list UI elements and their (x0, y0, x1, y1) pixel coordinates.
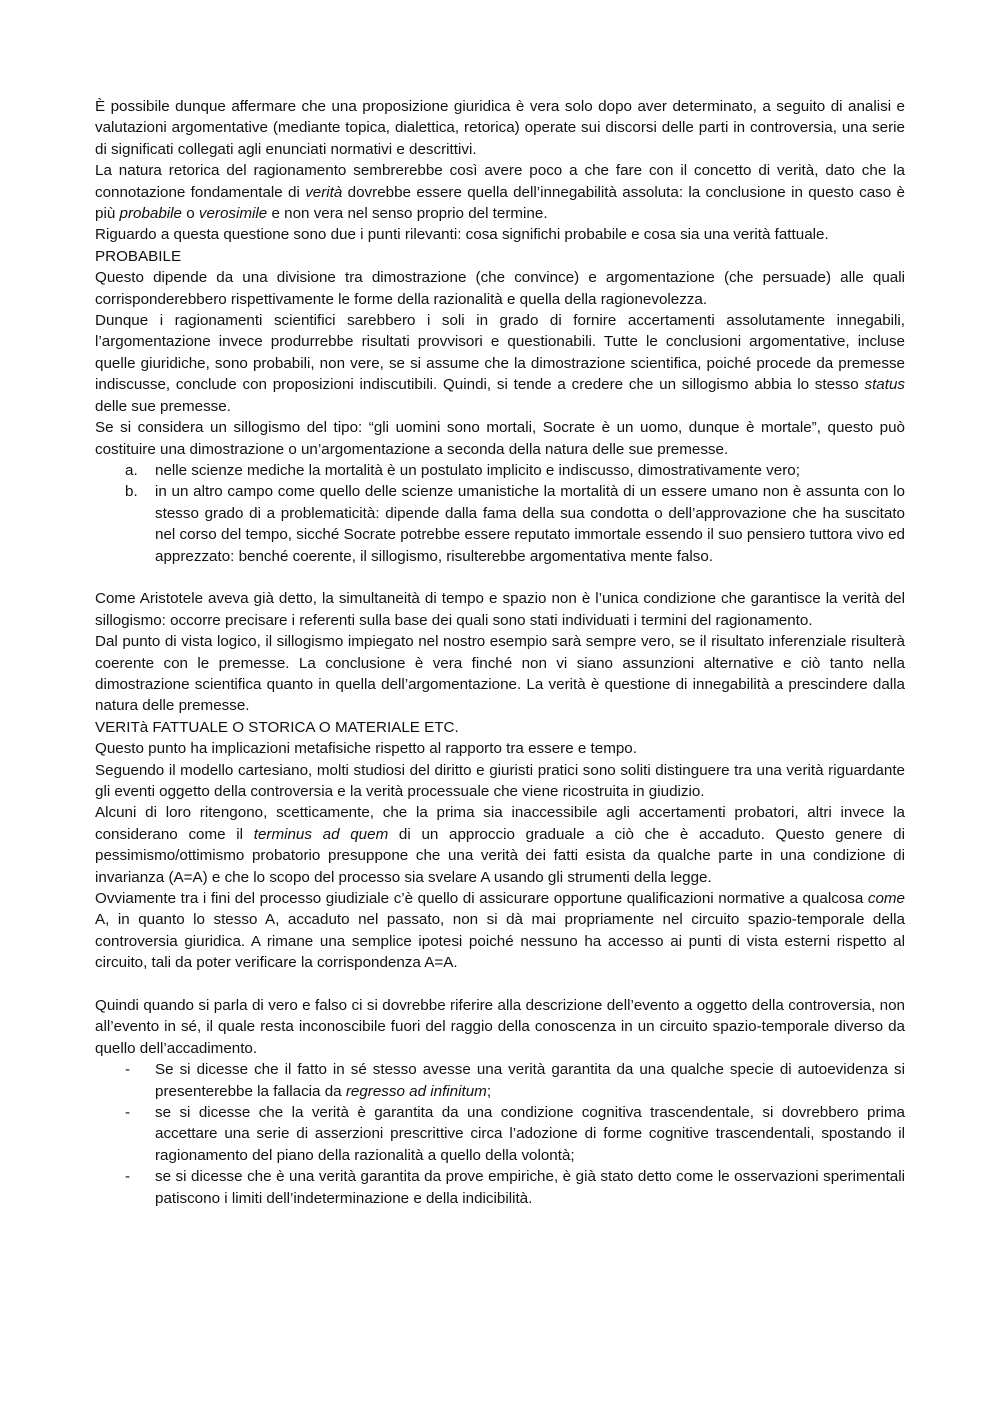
paragraph: Questo dipende da una divisione tra dimostrazione (che convince) e argomentazione (che persuade) alle quali corrisponderebbero rispettivamente le forme della razionalità e quella della ragionevolezza. (95, 269, 905, 308)
paragraph: Ovviamente tra i fini del processo giudiziale c’è quello di assicurare opportune qualificazioni normative a qualcosa come A, in quanto lo stesso A, accaduto nel passato, non si dà mai propriamente nel circuito spazio-temporale della controversia giuridica. A rimane una semplice ipotesi poiché nessuno ha accesso ai punti di vista esterni rispetto al circuito, tali da poter verificare la corrispondenza A=A. (95, 890, 905, 972)
paragraph: Quindi quando si parla di vero e falso ci si dovrebbe riferire alla descrizione dell’evento a oggetto della controversia, non all’evento in sé, il quale resta inconoscibile fuori del raggio della conoscenza in un circuito spazio-temporale diverso da quello dell’accadimento. (95, 997, 905, 1057)
list-item: b. in un altro campo come quello delle scienze umanistiche la mortalità di un essere umano non è assunta con lo stesso grado di a problematicità: dipende dalla fama della sua condotta o dell’approvazione che ha suscitato nel corso del tempo, sicché Socrate potrebbe essere reputato immortale essendo il suo pensiero tuttora vivo ed apprezzato: benché coerente, il sillogismo, risulterebbe argomentativa mente falso. (125, 483, 905, 565)
list-item: - Se si dicesse che il fatto in sé stesso avesse una verità garantita da una qualche specie di autoevidenza si presenterebbe la fallacia da regresso ad infinitum; (125, 1061, 905, 1100)
list-marker: - (125, 1168, 131, 1186)
list-item: - se si dicesse che la verità è garantita da una condizione cognitiva trascendentale, si dovrebbero prima accettare una serie di asserzioni prescrittive circa l’adozione di forme cognitive trascendentali, spostando il ragionamento del piano della razionalità a quello della volontà; (125, 1104, 905, 1164)
paragraph: Se si considera un sillogismo del tipo: “gli uomini sono mortali, Socrate è un uomo, dunque è mortale”, questo può costituire una dimostrazione o un’argomentazione a seconda della natura delle sue premesse. (95, 419, 905, 458)
section-heading: PROBABILE (95, 247, 182, 265)
paragraph: Seguendo il modello cartesiano, molti studiosi del diritto e giuristi pratici sono soliti distinguere tra una verità riguardante gli eventi oggetto della controversia e la verità processuale che viene ricostruita in giudizio. (95, 761, 905, 800)
paragraph: Questo punto ha implicazioni metafisiche rispetto al rapporto tra essere e tempo. (95, 740, 637, 758)
section-heading: VERITà FATTUALE O STORICA O MATERIALE ETC. (95, 718, 459, 736)
paragraph: È possibile dunque affermare che una proposizione giuridica è vera solo dopo aver determinato, a seguito di analisi e valutazioni argomentative (mediante topica, dialettica, retorica) operate sui discorsi delle parti in controversia, una serie di significati collegati agli enunciati normativi e descrittivi. (95, 98, 905, 158)
list-item: - se si dicesse che è una verità garantita da prove empiriche, è già stato detto come le osservazioni sperimentali patiscono i limiti dell’indeterminazione e della indicibilità. (125, 1168, 905, 1207)
blank-line (95, 974, 905, 995)
paragraph: Dal punto di vista logico, il sillogismo impiegato nel nostro esempio sarà sempre vero, se il risultato inferenziale risulterà coerente con le premesse. La conclusione è vera finché non vi siano assunzioni alternative e ciò tanto nella dimostrazione scientifica quanto in quella dell’argomentazione. La verità è questione di innegabilità a prescindere dalla natura delle premesse. (95, 633, 905, 715)
list-marker: b. (125, 483, 138, 501)
paragraph: Alcuni di loro ritengono, scetticamente, che la prima sia inaccessibile agli accertamenti probatori, altri invece la considerano come il terminus ad quem di un approccio graduale a ciò che è accaduto. Questo genere di pessimismo/ottimismo probatorio presuppone che una verità dei fatti esista da qualche parte in una condizione di invarianza (A=A) e che lo scopo del processo sia svelare A usando gli strumenti della legge. (95, 804, 905, 886)
paragraph: Dunque i ragionamenti scientifici sarebbero i soli in grado di fornire accertamenti assolutamente innegabili, l’argomentazione invece produrrebbe risultati provvisori e questionabili. Tutte le conclusioni argomentative, incluse quelle giuridiche, sono probabili, non vere, se si assume che la dimostrazione scientifica, poiché procede da premesse indiscusse, conclude con proposizioni indiscutibili. Quindi, si tende a credere che un sillogismo abbia lo stesso status delle sue premesse. (95, 312, 905, 415)
list-marker: - (125, 1104, 131, 1122)
list-marker: a. (125, 461, 138, 479)
lettered-list (95, 460, 905, 567)
paragraph: La natura retorica del ragionamento sembrerebbe così avere poco a che fare con il concetto di verità, dato che la connotazione fondamentale di verità dovrebbe essere quella dell’innegabilità assoluta: la conclusione in questo caso è più probabile o verosimile e non vera nel senso proprio del termine. (95, 162, 905, 223)
list-item: a. nelle scienze mediche la mortalità è un postulato implicito e indiscusso, dimostrativamente vero; (95, 460, 905, 481)
paragraph: Riguardo a questa questione sono due i punti rilevanti: cosa significhi probabile e cosa sia una verità fattuale. (95, 226, 829, 244)
blank-line (95, 567, 905, 588)
dash-list (95, 1059, 905, 1209)
list-marker: - (125, 1061, 131, 1079)
paragraph: Come Aristotele aveva già detto, la simultaneità di tempo e spazio non è l’unica condizione che garantisce la verità del sillogismo: occorre precisare i referenti sulla base dei quali sono stati individuati i termini del ragionamento. (95, 590, 905, 629)
document-page (95, 96, 905, 1209)
